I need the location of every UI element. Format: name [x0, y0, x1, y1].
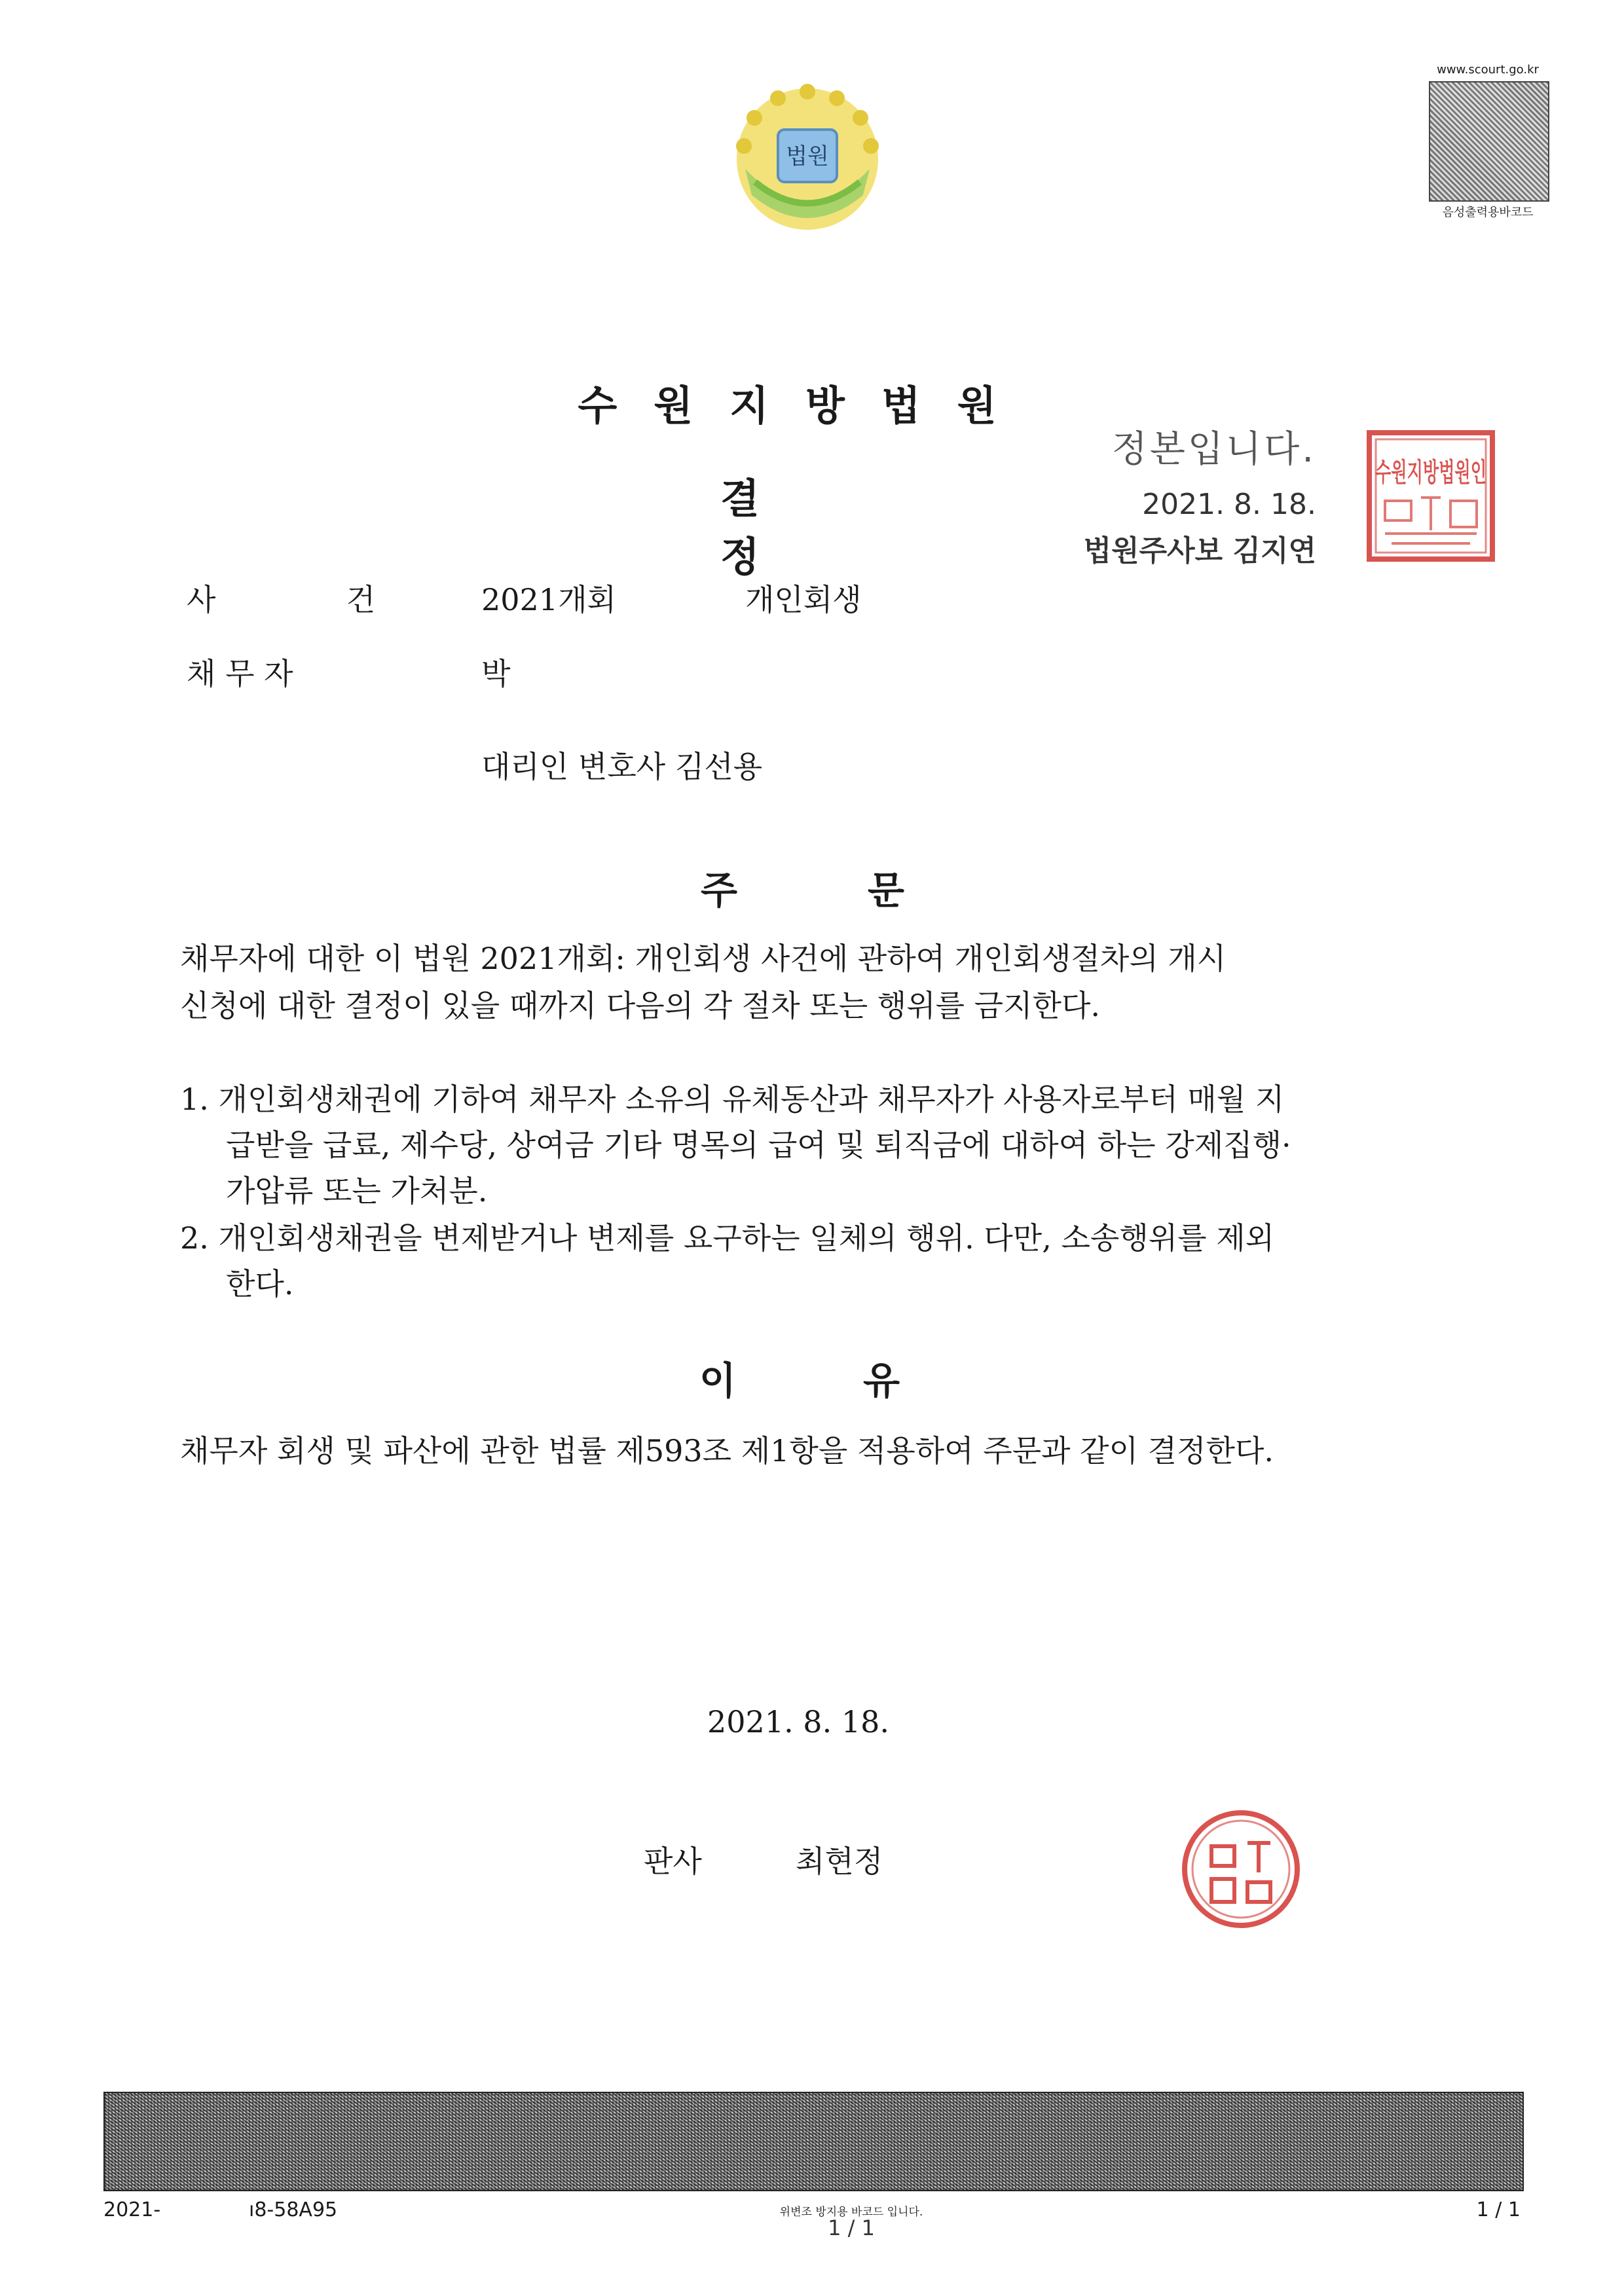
court-emblem-icon [732, 84, 883, 234]
legal-agent: 대리인 변호사 김선용 [481, 749, 763, 784]
footer-doc-number: 2021- [103, 2198, 161, 2221]
debtor-label-char-3: 자 [264, 656, 293, 691]
reason-paragraph: 채무자 회생 및 파산에 관한 법률 제593조 제1항을 적용하여 주문과 같이 결정한다. [180, 1433, 1274, 1468]
case-number: 2021개회 [481, 582, 616, 617]
reason-title-char-2: 유 [863, 1358, 900, 1403]
order-title-char-2: 문 [868, 868, 905, 913]
reason-title-char-1: 이 [699, 1358, 737, 1403]
emblem-text: 법원 [786, 143, 829, 170]
debtor-name: 박 [481, 656, 511, 691]
order-item-2-line-1: 2. 개인회생채권을 변제받거나 변제를 요구하는 일체의 행위. 다만, 소송행위를 제외 [180, 1220, 1275, 1256]
footer-page-number: 1 / 1 [1476, 2198, 1521, 2221]
order-paragraph-line-2: 신청에 대한 결정이 있을 때까지 다음의 각 절차 또는 행위를 금지한다. [180, 988, 1101, 1023]
clerk-name: 법원주사보 김지연 [1083, 534, 1316, 568]
footer-page-number-center: 1 / 1 [828, 2215, 875, 2240]
anti-forgery-barcode [103, 2092, 1524, 2191]
certified-copy-text: 정본입니다. [1111, 428, 1316, 471]
debtor-label [187, 650, 383, 693]
barcode-label: 음성출력용바코드 [1442, 206, 1534, 219]
judge-seal-icon [1179, 1807, 1303, 1931]
case-label [187, 576, 383, 619]
court-seal-icon [1365, 429, 1496, 563]
barcode-url: www.scourt.go.kr [1437, 63, 1539, 77]
order-item-1-line-3: 가압류 또는 가처분. [226, 1173, 488, 1209]
decision-date: 2021. 8. 18. [707, 1704, 889, 1740]
document-type: 결정 [720, 475, 904, 581]
judge-label: 판사 [644, 1844, 702, 1879]
case-kind: 개인회생 [745, 582, 862, 617]
voice-barcode [1429, 81, 1549, 202]
case-label-char-2: 건 [346, 582, 376, 617]
case-label-char-1: 사 [187, 582, 216, 617]
footer-barcode-note: 위변조 방지용 바코드 입니다. [779, 2206, 923, 2219]
footer-issue-code: ı8-58A95 [249, 2198, 338, 2221]
judge-name: 최현정 [796, 1844, 883, 1879]
order-item-1-line-1: 1. 개인회생채권에 기하여 채무자 소유의 유체동산과 채무자가 사용자로부터 매월 지 [180, 1082, 1285, 1117]
certification-date: 2021. 8. 18. [1142, 488, 1316, 521]
order-item-1-line-2: 급받을 급료, 제수당, 상여금 기타 명목의 급여 및 퇴직금에 대하여 하는 강제집행· [226, 1127, 1291, 1163]
order-item-2-line-2: 한다. [226, 1266, 294, 1302]
debtor-label-char-2: 무 [225, 656, 255, 691]
order-paragraph-line-1: 채무자에 대한 이 법원 2021개회: 개인회생 사건에 관하여 개인회생절차의 개시 [180, 941, 1227, 976]
court-name: 수원지방법원 [578, 382, 1033, 429]
order-title-char-1: 주 [701, 868, 738, 913]
seal-text: 수원지방법원인 [1375, 458, 1486, 488]
debtor-label-char-1: 채 [187, 656, 216, 691]
